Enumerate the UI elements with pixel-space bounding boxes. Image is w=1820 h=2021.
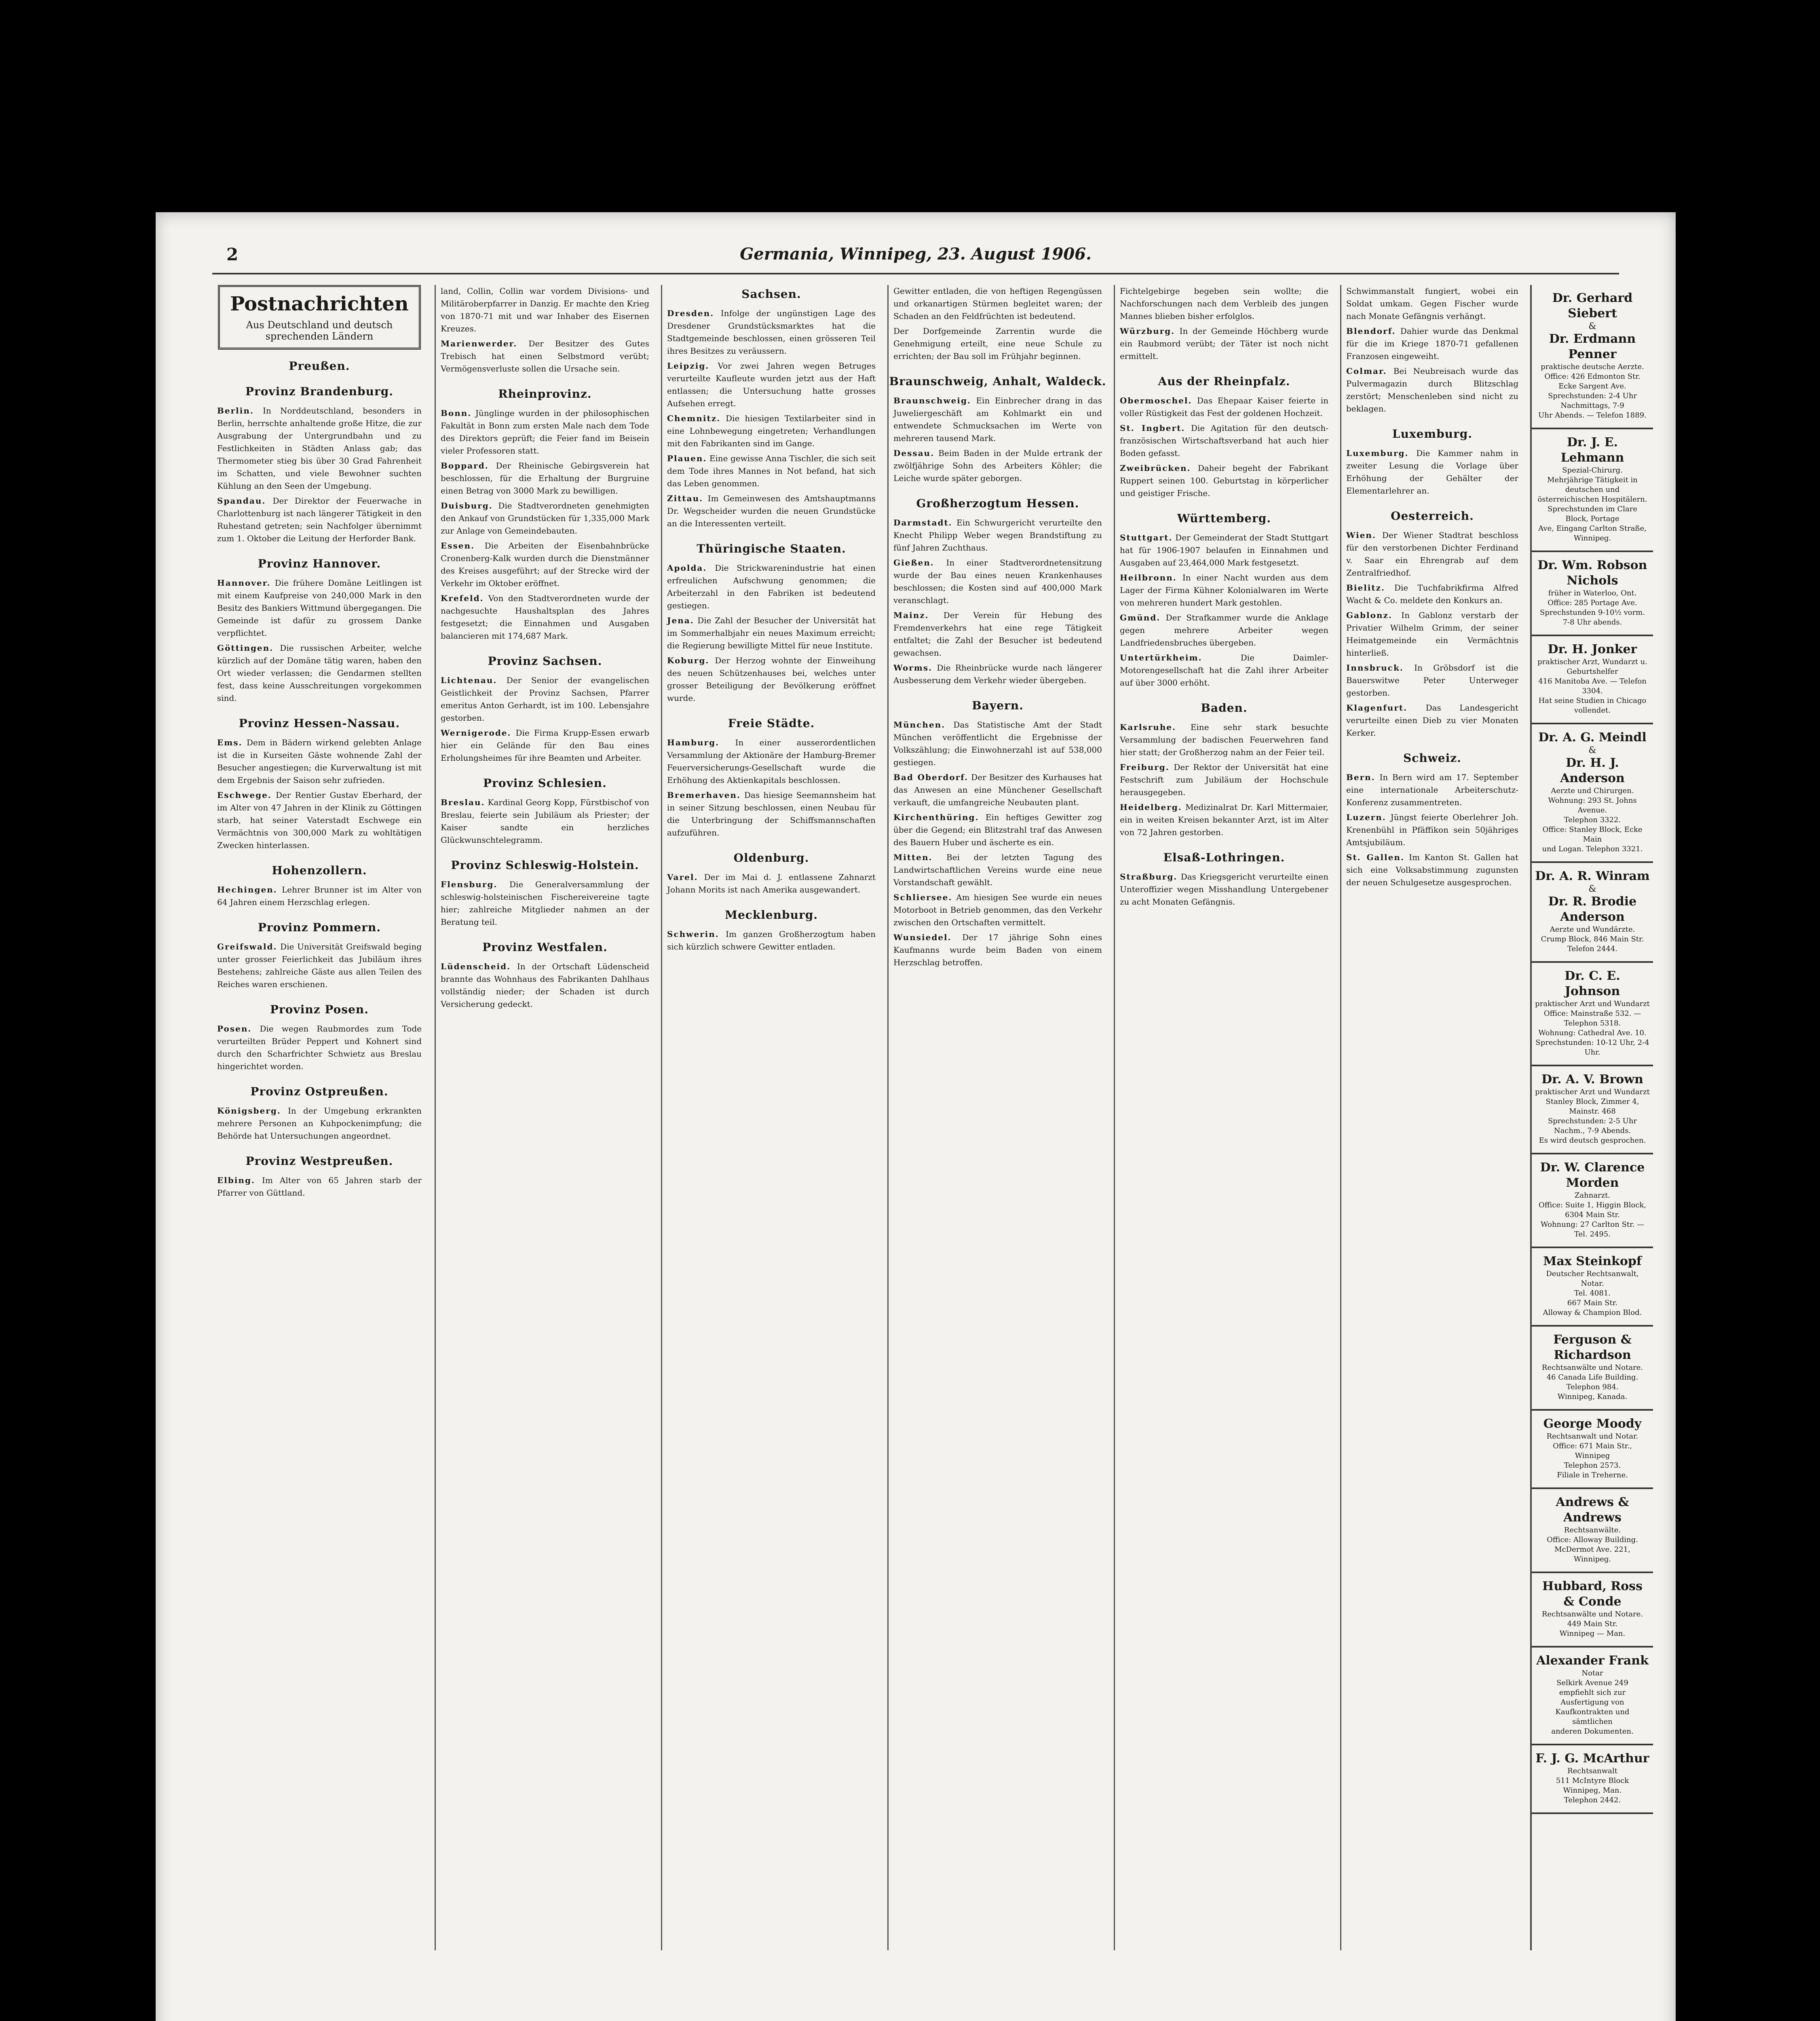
advertisement xyxy=(1532,285,1653,429)
article: Apolda. Die Strickwarenindustrie hat einen erfreulichen Aufschwung genommen; die Arbeiterzahl in den Fabriken ist bedeutend gestiegen. xyxy=(667,563,876,610)
advertisement-line: Selkirk Avenue 249 xyxy=(1556,1679,1628,1687)
advertisement xyxy=(1532,963,1653,1066)
article: Bremerhaven. Das hiesige Seemannsheim hat in seiner Sitzung beschlossen, einen Neubau für die Unterbringung der Schiffsmannschaften aufzuführen. xyxy=(667,790,876,838)
article: Innsbruck. In Gröbsdorf ist die Bauerswitwe Peter Unterweger gestorben. xyxy=(1346,663,1519,698)
advertisement-line: Alloway & Champion Blod. xyxy=(1543,1308,1642,1317)
header-rule xyxy=(212,273,1619,274)
advertisement-line: Rechtsanwalt und Notar. xyxy=(1546,1432,1638,1441)
article: Göttingen. Die russischen Arbeiter, welche kürzlich auf der Domäne tätig waren, haben den Ort wieder verlassen; die Gendarmen stellten fest, dass keine Ausschreitungen vorgekommen sind. xyxy=(217,643,422,703)
advertisement-line: Telephon 2573. xyxy=(1564,1461,1621,1470)
heading-posen: Provinz Posen. xyxy=(270,1003,369,1016)
article: Dresden. Infolge der ungünstigen Lage des Dresdener Grundstücksmarktes hat die Stadtgemeinde beschlossen, einen grösseren Teil ihres Besitzes zu veräussern. xyxy=(667,308,876,356)
article: Braunschweig. Ein Einbrecher drang in das Juweliergeschäft am Kohlmarkt ein und entwendete Schmucksachen im Werte von mehreren tausend Mark. xyxy=(893,396,1102,443)
advertisement-line: Office: Alloway Building. xyxy=(1547,1536,1638,1544)
advertisement-line: vollendet. xyxy=(1574,706,1611,715)
column-5 xyxy=(1114,285,1333,1950)
advertiser-name: Andrews & Andrews xyxy=(1556,1495,1629,1525)
advertisement-line: Office: 426 Edmonton Str. xyxy=(1544,372,1641,381)
advertisement-line: Sprechstunden: 10-12 Uhr, 2-4 Uhr. xyxy=(1535,1038,1649,1057)
advertisement-line: Telephon 984. xyxy=(1566,1383,1619,1391)
article: Karlsruhe. Eine sehr stark besuchte Versammlung der badischen Feuerwehren fand hier statt; der Großherzog nahm an der Feier teil. xyxy=(1120,722,1328,757)
page-number: 2 xyxy=(226,245,239,264)
advertiser-name: George Moody xyxy=(1543,1417,1642,1431)
article: Straßburg. Das Kriegsgericht verurteilte einen Unteroffizier wegen Misshandlung Untergebener zu acht Monaten Gefängnis. xyxy=(1120,872,1328,907)
article: Berlin. In Norddeutschland, besonders in Berlin, herrschte anhaltende große Hitze, die zur Ausgrabung der Untergrundbahn und zu Festlichkeiten in Städten Anlass gab; das Thermometer stieg bis über 30 Grad Fahrenheit im Schatten, und viele Bewohner suchten Kühlung an den Seen der Umgebung. xyxy=(217,406,422,491)
advertisement-line: Ecke Sargent Ave. xyxy=(1558,382,1626,390)
article: Gmünd. Der Strafkammer wurde die Anklage gegen mehrere Arbeiter wegen Landfriedensbruches übergeben. xyxy=(1120,613,1329,648)
advertisement-line: Winnipeg, Man. xyxy=(1563,1786,1622,1795)
heading-hohenzollern: Hohenzollern. xyxy=(272,864,367,877)
article: Wunsiedel. Der 17 jährige Sohn eines Kaufmanns wurde beim Baden von einem Herzschlag betroffen. xyxy=(893,932,1102,967)
advertisement-line: 511 McIntyre Block xyxy=(1556,1776,1629,1785)
advertiser-name: Dr. A. V. Brown xyxy=(1541,1072,1643,1086)
column-6 xyxy=(1340,285,1523,1950)
advertiser-name: Dr. C. E. Johnson xyxy=(1565,969,1620,998)
advertisement-line: Hat seine Studien in Chicago xyxy=(1538,696,1647,705)
advertisement xyxy=(1532,724,1653,863)
advertisement-line: Rechtsanwalt xyxy=(1567,1767,1617,1775)
column-4 xyxy=(887,285,1107,1950)
article: Breslau. Kardinal Georg Kopp, Fürstbischof von Breslau, feierte sein Jubiläum als Priester; der Kaiser sandte ein herzliches Glückwunschtelegramm. xyxy=(441,797,649,845)
article: Der Dorfgemeinde Zarrentin wurde die Genehmigung erteilt, eine neue Schule zu errichten; der Bau soll im Frühjahr beginnen. xyxy=(893,326,1102,361)
ampersand: & xyxy=(1588,321,1596,331)
advertisement-line: Uhr Abends. — Telefon 1889. xyxy=(1538,411,1647,420)
article: Wien. Der Wiener Stadtrat beschloss für den verstorbenen Dichter Ferdinand v. Saar ein Ehrengrab auf dem Zentralfriedhof. xyxy=(1346,530,1518,578)
advertisement xyxy=(1532,429,1653,552)
article: Jena. Die Zahl der Besucher der Universität hat im Sommerhalbjahr ein neues Maximum erreicht; die Regierung bewilligte Mittel für neue Institute. xyxy=(667,616,876,650)
heading-freie-staedte: Freie Städte. xyxy=(728,717,815,730)
article: Koburg. Der Herzog wohnte der Einweihung des neuen Schützenhauses bei, welches unter grosser Beteiligung der Bevölkerung eröffnet wurde. xyxy=(667,656,876,703)
section-subtitle: Aus Deutschland und deutsch sprechenden Ländern xyxy=(246,319,393,342)
article: Essen. Die Arbeiten der Eisenbahnbrücke Cronenberg-Kalk wurden durch die Dienstmänner des Kreises ausgeführt; auf der Strecke wird der Verkehr im Oktober eröffnet. xyxy=(441,541,649,588)
advertisement-line: Ave, Eingang Carlton Straße, Winnipeg. xyxy=(1538,524,1647,542)
advertiser-name: Dr. W. Clarence Morden xyxy=(1540,1160,1645,1190)
advertisement-line: Kaufkontrakten und sämtlichen xyxy=(1555,1708,1630,1726)
advertisement-line: Rechtsanwälte und Notare. xyxy=(1541,1363,1643,1372)
advertisement-line: praktischer Arzt und Wundarzt xyxy=(1535,1088,1650,1096)
advertisement xyxy=(1532,1248,1653,1327)
advertisement-line: Stanley Block, Zimmer 4, Mainstr. 468 xyxy=(1546,1097,1639,1116)
article: Lüdenscheid. In der Ortschaft Lüdenscheid brannte das Wohnhaus des Fabrikanten Dahlhaus vollständig nieder; der Schaden ist durch Versicherung gedeckt. xyxy=(441,962,650,1009)
advertisement-line: Wohnung: 293 St. Johns Avenue. xyxy=(1548,796,1637,814)
heading-schlesien: Provinz Schlesien. xyxy=(483,776,607,790)
article: Freiburg. Der Rektor der Universität hat eine Festschrift zum Jubiläum der Hochschule herausgegeben. xyxy=(1120,762,1328,797)
article: Bielitz. Die Tuchfabrikfirma Alfred Wacht & Co. meldete den Konkurs an. xyxy=(1346,583,1518,605)
article: Wernigerode. Die Firma Krupp-Essen erwarb hier ein Gelände für den Bau eines Erholungsheimes für ihre Beamten und Arbeiter. xyxy=(441,728,649,763)
advertiser-name: F. J. G. McArthur xyxy=(1535,1751,1649,1766)
article: Duisburg. Die Stadtverordneten genehmigten den Ankauf von Grundstücken für 1,335,000 Mark zur Anlage von Gemeindebauten. xyxy=(441,501,649,536)
article: Zweibrücken. Daheir begeht der Fabrikant Ruppert seinen 100. Geburtstag in körperlicher und geistiger Frische. xyxy=(1120,463,1329,498)
masthead: Germania, Winnipeg, 23. August 1906. xyxy=(740,245,1092,264)
advertisement-line: österreichischen Hospitälern. xyxy=(1537,495,1647,504)
article: München. Das Statistische Amt der Stadt München veröffentlicht die Ergebnisse der Volkszählung; die Einwohnerzahl ist auf 538,000 gestiegen. xyxy=(893,720,1102,767)
heading-oldenburg: Oldenburg. xyxy=(733,851,809,865)
advertisement-line: praktische deutsche Aerzte. xyxy=(1541,363,1644,371)
column-3 xyxy=(661,285,880,1950)
heading-sachsen: Provinz Sachsen. xyxy=(488,654,602,668)
article: Untertürkheim. Die Daimler-Motorengesellschaft hat die Zahl ihrer Arbeiter auf über 3000 erhöht. xyxy=(1120,653,1329,688)
heading-luxemburg: Luxemburg. xyxy=(1392,427,1473,441)
article: Hamburg. In einer ausserordentlichen Versammlung der Aktionäre der Hamburg-Bremer Feuerversicherungs-Gesellschaft wurde die Erhöhung des Aktienkapitals beschlossen. xyxy=(667,738,876,785)
advertiser-name: Dr. H. Jonker xyxy=(1548,642,1637,656)
advertisement-line: Sprechstunden im Clare Block, Portage xyxy=(1548,505,1637,523)
article: Colmar. Bei Neubreisach wurde das Pulvermagazin durch Blitzschlag zerstört; Menschenleben sind nicht zu beklagen. xyxy=(1346,366,1518,413)
article: Schwerin. Im ganzen Großherzogtum haben sich kürzlich schwere Gewitter entladen. xyxy=(667,929,876,951)
article: Zittau. Im Gemeinwesen des Amtshauptmanns Dr. Wegscheider wurden die neuen Grundstücke an die Interessenten verteilt. xyxy=(667,494,876,528)
article: Klagenfurt. Das Landesgericht verurteilte einen Dieb zu vier Monaten Kerker. xyxy=(1346,703,1518,738)
article: Gewitter entladen, die von heftigen Regengüssen und orkanartigen Stürmen begleitet waren; der Schaden an den Feldfrüchten ist bedeutend. xyxy=(893,286,1102,321)
article: Luzern. Jüngst feierte Oberlehrer Joh. Krenenbühl in Pfäffikon sein 50jähriges Amtsjubiläum. xyxy=(1346,812,1519,847)
article: Greifswald. Die Universität Greifswald beging unter grosser Feierlichkeit das Jubiläum ihres Bestehens; zahlreiche Gäste aus allen Teilen des Reiches waren erschienen. xyxy=(217,942,422,989)
article: Leipzig. Vor zwei Jahren wegen Betruges verurteilte Kaufleute wurden jetzt aus der Haft entlassen; die Untersuchung hatte grosses Aufsehen erregt. xyxy=(667,361,876,408)
advertisement-line: Es wird deutsch gesprochen. xyxy=(1539,1136,1646,1145)
advertisement-line: Office: 671 Main Str., Winnipeg xyxy=(1553,1442,1632,1460)
advertiser-name: Dr. Gerhard Siebert xyxy=(1552,291,1633,321)
heading-schleswig-holstein: Provinz Schleswig-Holstein. xyxy=(451,859,639,872)
article: Flensburg. Die Generalversammlung der schleswig-holsteinischen Fischereivereine tagte hier; zahlreiche Mitglieder nahmen an der Beratung teil. xyxy=(441,880,649,927)
article: Schwimmanstalt fungiert, wobei ein Soldat umkam. Gegen Fischer wurde nach Monate Gefängnis verhängt. xyxy=(1346,286,1518,321)
advertisement-line: Wohnung: 27 Carlton Str. — Tel. 2495. xyxy=(1540,1220,1645,1238)
advertisement-line: McDermot Ave. 221, Winnipeg. xyxy=(1554,1545,1630,1563)
advertisement-line: Sprechstunden: 2-5 Uhr Nachm., 7-9 Abends. xyxy=(1548,1117,1637,1135)
advertisement xyxy=(1532,552,1653,636)
advertisement-line: Office: Suite 1, Higgin Block, 6304 Main Str. xyxy=(1538,1201,1647,1219)
article: Mitten. Bei der letzten Tagung des Landwirtschaftlichen Vereins wurde eine neue Vorstandschaft gewählt. xyxy=(893,852,1102,887)
ampersand: & xyxy=(1588,745,1596,755)
advertisement-line: empfiehlt sich zur Ausfertigung von xyxy=(1559,1688,1626,1707)
heading-rheinprovinz: Rheinprovinz. xyxy=(498,387,592,401)
article: Marienwerder. Der Besitzer des Gutes Trebisch hat einen Selbstmord verübt; Vermögensverluste sollen die Ursache sein. xyxy=(441,339,649,373)
article: Krefeld. Von den Stadtverordneten wurde der nachgesuchte Haushaltsplan des Jahres festgesetzt; die Einnahmen und Ausgaben balancieren mit 174,687 Mark. xyxy=(441,593,649,641)
article: Gablonz. In Gablonz verstarb der Privatier Wilhelm Grimm, der seiner Heimatgemeinde ein Vermächtnis hinterließ. xyxy=(1346,610,1518,658)
article: Hannover. Die frühere Domäne Leitlingen ist mit einem Kaufpreise von 240,000 Mark in den Besitz des Bankiers Wittmund übergegangen. Die Gemeinde ist dafür zu grossem Danke verpflichtet. xyxy=(217,578,422,638)
article: Chemnitz. Die hiesigen Textilarbeiter sind in eine Lohnbewegung eingetreten; Verhandlungen mit den Fabrikanten sind im Gange. xyxy=(667,413,876,448)
advertiser-name-2: Dr. H. J. Anderson xyxy=(1560,756,1625,785)
article: Lichtenau. Der Senior der evangelischen Geistlichkeit der Provinz Sachsen, Pfarrer emeritus Anton Gerhardt, ist im 100. Lebensjahre gestorben. xyxy=(441,675,649,723)
advertiser-name: Alexander Frank xyxy=(1536,1654,1649,1668)
advertiser-name: Dr. J. E. Lehmann xyxy=(1560,435,1624,465)
advertiser-name: Dr. A. R. Winram xyxy=(1535,869,1650,883)
advertisement-line: 7-8 Uhr abends. xyxy=(1562,618,1622,627)
advertisement-line: 46 Canada Life Building. xyxy=(1546,1373,1638,1382)
heading-hannover: Provinz Hannover. xyxy=(258,557,381,570)
advertiser-name: Dr. A. G. Meindl xyxy=(1538,730,1647,745)
advertisement xyxy=(1532,1154,1653,1248)
heading-baden: Baden. xyxy=(1201,701,1248,715)
heading-bayern: Bayern. xyxy=(972,699,1024,712)
advertisement-line: Telephon 3322. xyxy=(1564,816,1621,824)
article: Varel. Der im Mai d. J. entlassene Zahnarzt Johann Morits ist nach Amerika ausgewandert. xyxy=(667,872,876,894)
advertisement-line: Zahnarzt. xyxy=(1574,1191,1611,1200)
advertisement-line: Winnipeg — Man. xyxy=(1559,1629,1626,1638)
article: Spandau. Der Direktor der Feuerwache in Charlottenburg ist nach längerer Tätigkeit in den Ruhestand getreten; sein Nachfolger übernimmt zum 1. Oktober die Leitung der Herforder Bank. xyxy=(217,496,422,543)
advertiser-name: Max Steinkopf xyxy=(1543,1254,1642,1268)
heading-oesterreich: Oesterreich. xyxy=(1391,509,1474,523)
advertisement-line: Wohnung: Cathedral Ave. 10. xyxy=(1538,1029,1647,1037)
advertisement-line: Sprechstunden: 2-4 Uhr Nachmittags, 7-9 xyxy=(1548,392,1637,410)
article: Posen. Die wegen Raubmordes zum Tode verurteilten Brüder Peppert und Kohnert sind durch den Scharfrichter Schwietz aus Breslau hingerichtet worden. xyxy=(217,1024,422,1071)
article: Obermoschel. Das Ehepaar Kaiser feierte in voller Rüstigkeit das Fest der goldenen Hochzeit. xyxy=(1120,396,1328,418)
ampersand: & xyxy=(1588,884,1596,894)
advertisement-line: Winnipeg, Kanada. xyxy=(1557,1392,1628,1401)
column-2 xyxy=(435,285,654,1950)
advertiser-name: Ferguson & Richardson xyxy=(1553,1333,1632,1362)
article: Boppard. Der Rheinische Gebirgsverein hat beschlossen, für die Erhaltung der Burgruine einen Betrag von 3000 Mark zu bewilligen. xyxy=(441,461,649,496)
advertisement-line: 416 Manitoba Ave. — Telefon 3304. xyxy=(1538,677,1647,695)
heading-braunschweig: Braunschweig, Anhalt, Waldeck. xyxy=(889,375,1106,388)
article: St. Ingbert. Die Agitation für den deutsch-französischen Wirtschaftsverband hat auch hier Boden gefasst. xyxy=(1120,423,1329,458)
article: Bad Oberdorf. Der Besitzer des Kurhauses hat das Anwesen an eine Münchener Gesellschaft verkauft, die umfangreiche Neubauten plant. xyxy=(893,772,1102,807)
advertisement-line: Office: 285 Portage Ave. xyxy=(1548,599,1637,607)
advertisement-line: Tel. 4081. xyxy=(1574,1289,1611,1297)
advertisement-line: und Logan. Telephon 3321. xyxy=(1542,845,1643,853)
advertisement-line: praktischer Arzt, Wundarzt u. Geburtshelfer xyxy=(1537,658,1647,676)
advertisement-line: Sprechstunden 9-10½ vorm. xyxy=(1540,608,1645,617)
advertisement-line: Notar xyxy=(1581,1669,1603,1677)
article: Königsberg. In der Umgebung erkrankten mehrere Personen an Kuhpockenimpfung; die Behörde hat Untersuchungen angeordnet. xyxy=(217,1106,422,1141)
article: Worms. Die Rheinbrücke wurde nach längerer Ausbesserung dem Verkehr wieder übergeben. xyxy=(893,663,1102,685)
heading-rheinpfalz: Aus der Rheinpfalz. xyxy=(1158,375,1290,388)
advertisement-line: Aerzte und Wundärzte. xyxy=(1550,925,1635,934)
advertisement-line: Telephon 2442. xyxy=(1564,1796,1621,1804)
article: St. Gallen. Im Kanton St. Gallen hat sich eine Volksabstimmung zugunsten der neuen Schulgesetze ausgesprochen. xyxy=(1346,852,1518,887)
advertisement xyxy=(1532,1573,1653,1648)
heading-preussen: Preußen. xyxy=(289,359,350,373)
article: Mainz. Der Verein für Hebung des Fremdenverkehrs hat eine rege Tätigkeit entfaltet; die Zahl der Besucher ist bedeutend gewachsen. xyxy=(893,610,1102,658)
advertisement-line: Filiale in Treherne. xyxy=(1557,1471,1628,1479)
article: Stuttgart. Der Gemeinderat der Stadt Stuttgart hat für 1906-1907 belaufen in Einnahmen und Ausgaben auf 23,464,000 Mark festgesetzt. xyxy=(1120,533,1328,567)
advertisement-line: früher in Waterloo, Ont. xyxy=(1548,589,1637,597)
article: Bonn. Jünglinge wurden in der philosophischen Fakultät in Bonn zum ersten Male nach dem Tode des Direktors geprüft; die Feier fand im Beisein vieler Professoren statt. xyxy=(441,408,649,456)
heading-westpreussen: Provinz Westpreußen. xyxy=(245,1154,393,1168)
heading-wuerttemberg: Württemberg. xyxy=(1177,512,1271,525)
heading-pommern: Provinz Pommern. xyxy=(258,921,381,934)
newspaper-page xyxy=(156,212,1676,2021)
advertisement xyxy=(1532,1745,1653,1814)
advertiser-name: Dr. Wm. Robson Nichols xyxy=(1537,558,1647,588)
advertisement xyxy=(1532,1411,1653,1489)
advertiser-name-2: Dr. Erdmann Penner xyxy=(1549,332,1636,361)
article: Heilbronn. In einer Nacht wurden aus dem Lager der Firma Kühner Kolonialwaren im Werte von mehreren hundert Mark gestohlen. xyxy=(1120,573,1329,608)
article: Luxemburg. Die Kammer nahm in zweiter Lesung die Vorlage über Erhöhung der Gehälter der Elementarlehrer an. xyxy=(1346,448,1518,496)
advertisement-line: anderen Dokumenten. xyxy=(1551,1727,1634,1736)
advertisement xyxy=(1532,1327,1653,1411)
article: Bern. In Bern wird am 17. September eine internationale Arbeiterschutz-Konferenz zusammentreten. xyxy=(1346,772,1519,807)
heading-brandenburg: Provinz Brandenburg. xyxy=(245,385,394,398)
column-1 xyxy=(212,285,426,1950)
advertisement-line: 667 Main Str. xyxy=(1567,1299,1618,1307)
advertisement-line: Crump Block, 846 Main Str. xyxy=(1541,935,1644,943)
advertisement-line: Rechtsanwälte. xyxy=(1564,1526,1621,1534)
article: Dessau. Beim Baden in der Mulde ertrank der zwölfjährige Sohn des Arbeiters Köhler; die Leiche wurde später geborgen. xyxy=(893,448,1102,483)
article: Kirchenthüring. Ein heftiges Gewitter zog über die Gegend; ein Blitzstrahl traf das Anwesen des Bauern Huber und äscherte es ein. xyxy=(893,812,1102,847)
heading-mecklenburg: Mecklenburg. xyxy=(724,908,818,922)
heading-sachsen: Sachsen. xyxy=(741,287,801,301)
heading-grossherzogtum-hessen: Großherzogtum Hessen. xyxy=(916,497,1079,510)
advertisement-line: Rechtsanwälte und Notare. xyxy=(1541,1610,1643,1618)
advertisement-line: praktischer Arzt und Wundarzt xyxy=(1535,1000,1650,1008)
heading-ostpreussen: Provinz Ostpreußen. xyxy=(250,1085,388,1098)
article: Blendorf. Dahier wurde das Denkmal für die im Kriege 1870-71 gefallenen Franzosen eingeweiht. xyxy=(1346,326,1518,361)
article: Gießen. In einer Stadtverordnetensitzung wurde der Bau eines neuen Krankenhauses beschlossen; die Kosten sind auf 400,000 Mark veranschlagt. xyxy=(893,558,1102,605)
advertiser-name: Hubbard, Ross & Conde xyxy=(1542,1579,1643,1609)
heading-hessen-nassau: Provinz Hessen-Nassau. xyxy=(239,717,400,730)
advertisement xyxy=(1532,863,1653,963)
heading-elsass-lothringen: Elsaß-Lothringen. xyxy=(1163,851,1285,864)
article: Ems. Dem in Bädern wirkend gelebten Anlage ist die in Kurseiten Gäste wohnende Zahl der Besucher angestiegen; die Kurverwaltung ist mit dem Ergebnis der Saison sehr zufrieden. xyxy=(217,738,422,785)
advertisement-line: Office: Mainstraße 532. — Telephon 5318. xyxy=(1543,1009,1641,1027)
article: Darmstadt. Ein Schwurgericht verurteilte den Knecht Philipp Weber wegen Brandstiftung zu fünf Jahren Zuchthaus. xyxy=(893,518,1102,553)
advertisement xyxy=(1532,1489,1653,1573)
section-title-box xyxy=(218,285,421,350)
article: Hechingen. Lehrer Brunner ist im Alter von 64 Jahren einem Herzschlag erlegen. xyxy=(217,885,422,907)
article: Heidelberg. Medizinalrat Dr. Karl Mittermaier, ein in weiten Kreisen bekannter Arzt, ist im Alter von 72 Jahren gestorben. xyxy=(1120,802,1328,837)
section-title: Postnachrichten xyxy=(230,293,409,315)
article: Plauen. Eine gewisse Anna Tischler, die sich seit dem Tode ihres Mannes in Not befand, hat sich das Leben genommen. xyxy=(667,454,876,488)
advertisement xyxy=(1532,636,1653,724)
advertisement xyxy=(1532,1648,1653,1745)
heading-schweiz: Schweiz. xyxy=(1403,751,1461,765)
article: Fichtelgebirge begeben sein wollte; die Nachforschungen nach dem Verbleib des jungen Mannes blieben bisher erfolglos. xyxy=(1120,286,1328,321)
advertisement-column xyxy=(1530,285,1653,1950)
advertisement-line: 449 Main Str. xyxy=(1567,1620,1618,1628)
advertisement-line: Spezial-Chirurg. xyxy=(1562,466,1623,475)
article: land, Collin, Collin war vordem Divisions- und Militäroberpfarrer in Danzig. Er machte den Krieg von 1870-71 mit und war Inhaber des Eisernen Kreuzes. xyxy=(441,286,649,333)
advertisement-line: Office: Stanley Block, Ecke Main xyxy=(1542,825,1643,844)
article: Elbing. Im Alter von 65 Jahren starb der Pfarrer von Güttland. xyxy=(217,1175,422,1198)
article: Eschwege. Der Rentier Gustav Eberhard, der im Alter von 47 Jahren in der Klinik zu Göttingen starb, hat seiner Vaterstadt Eschwege ein Vermächtnis von 300,000 Mark zu wohltätigen Zwecken hinterlassen. xyxy=(217,790,422,850)
article: Schliersee. Am hiesigen See wurde ein neues Motorboot in Betrieb genommen, das den Verkehr zwischen den Ortschaften vermittelt. xyxy=(893,892,1102,927)
article: Würzburg. In der Gemeinde Höchberg wurde ein Raubmord verübt; der Täter ist noch nicht ermittelt. xyxy=(1120,326,1328,361)
advertiser-name-2: Dr. R. Brodie Anderson xyxy=(1548,894,1637,924)
heading-thueringen: Thüringische Staaten. xyxy=(697,542,846,555)
advertisement-line: Telefon 2444. xyxy=(1567,945,1617,953)
advertisement-line: Aerzte und Chirurgen. xyxy=(1551,787,1634,795)
advertisement xyxy=(1532,1066,1653,1154)
advertisement-line: Deutscher Rechtsanwalt, Notar. xyxy=(1546,1270,1639,1288)
heading-westfalen: Provinz Westfalen. xyxy=(482,941,608,954)
advertisement-line: Mehrjährige Tätigkeit in deutschen und xyxy=(1547,476,1638,494)
